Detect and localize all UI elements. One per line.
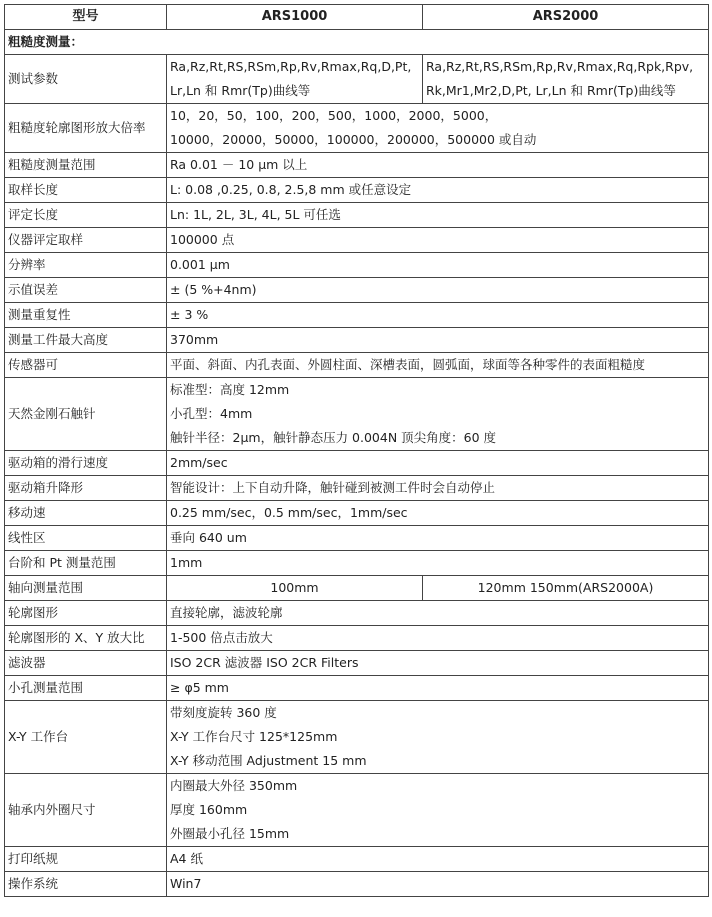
row-value bbox=[167, 253, 709, 278]
table-row bbox=[5, 476, 709, 501]
row-label: 测试参数 bbox=[5, 55, 167, 104]
value-line: 垂向 640 um bbox=[170, 530, 247, 545]
table-row bbox=[5, 203, 709, 228]
table-row bbox=[5, 104, 709, 153]
header-ars1000: ARS1000 bbox=[167, 5, 423, 30]
header-ars2000: ARS2000 bbox=[423, 5, 709, 30]
value-line: 直接轮廓，滤波轮廓 bbox=[170, 605, 283, 620]
table-row bbox=[5, 847, 709, 872]
row-label: 天然金刚石触针 bbox=[5, 378, 167, 451]
value-line: 标准型：高度 12mm bbox=[170, 382, 290, 397]
row-value bbox=[167, 676, 709, 701]
value-line: 0.001 μm bbox=[170, 257, 230, 272]
row-value bbox=[167, 651, 709, 676]
row-label: X-Y 工作台 bbox=[5, 701, 167, 774]
value-line: 内圈最大外径 350mm bbox=[170, 778, 298, 793]
value-line: Ra 0.01 － 10 μm 以上 bbox=[170, 157, 308, 172]
value-line: 智能设计：上下自动升降，触针碰到被测工件时会自动停止 bbox=[170, 480, 496, 495]
value-line: L: 0.08 ,0.25, 0.8, 2.5,8 mm 或任意设定 bbox=[170, 182, 412, 197]
table-row bbox=[5, 774, 709, 847]
row-value bbox=[167, 701, 709, 774]
row-label: 粗糙度测量范围 bbox=[5, 153, 167, 178]
row-value bbox=[167, 153, 709, 178]
table-row bbox=[5, 601, 709, 626]
row-label: 仪器评定取样 bbox=[5, 228, 167, 253]
table-row bbox=[5, 353, 709, 378]
value-line: 10000，20000，50000，100000，200000，500000 或自动 bbox=[170, 132, 537, 147]
value-line: 1-500 倍点击放大 bbox=[170, 630, 273, 645]
row-label: 评定长度 bbox=[5, 203, 167, 228]
row-value bbox=[167, 501, 709, 526]
ars2000-value: 120mm 150mm(ARS2000A) bbox=[423, 576, 709, 601]
value-line: ± (5 %+4nm) bbox=[170, 282, 257, 297]
row-label: 台阶和 Pt 测量范围 bbox=[5, 551, 167, 576]
value-line: 100000 点 bbox=[170, 232, 235, 247]
table-row bbox=[5, 153, 709, 178]
header-row bbox=[5, 5, 709, 30]
row-label: 轴承内外圈尺寸 bbox=[5, 774, 167, 847]
row-value bbox=[167, 774, 709, 847]
row-value bbox=[167, 847, 709, 872]
row-label: 传感器可 bbox=[5, 353, 167, 378]
table-row bbox=[5, 303, 709, 328]
row-value bbox=[167, 228, 709, 253]
row-label: 轮廓图形的 X、Y 放大比 bbox=[5, 626, 167, 651]
value-line: 2mm/sec bbox=[170, 455, 228, 470]
value-line: 370mm bbox=[170, 332, 219, 347]
table-row bbox=[5, 178, 709, 203]
value-line: Win7 bbox=[170, 876, 202, 891]
row-label: 轴向测量范围 bbox=[5, 576, 167, 601]
table-row bbox=[5, 551, 709, 576]
row-value bbox=[167, 526, 709, 551]
row-value bbox=[167, 378, 709, 451]
row-label: 打印纸规 bbox=[5, 847, 167, 872]
row-value bbox=[167, 203, 709, 228]
table-row bbox=[5, 451, 709, 476]
value-line: X-Y 工作台尺寸 125*125mm bbox=[170, 729, 338, 744]
row-label: 滤波器 bbox=[5, 651, 167, 676]
value-line: 10，20，50，100，200，500，1000，2000，5000， bbox=[170, 108, 498, 123]
ars1000-value bbox=[167, 55, 423, 104]
value-line: 0.25 mm/sec，0.5 mm/sec，1mm/sec bbox=[170, 505, 408, 520]
value-line: A4 纸 bbox=[170, 851, 203, 866]
ars2000-value bbox=[423, 55, 709, 104]
table-row bbox=[5, 328, 709, 353]
row-label: 测量工件最大高度 bbox=[5, 328, 167, 353]
value-line: Lr,Ln 和 Rmr(Tp)曲线等 bbox=[170, 83, 311, 98]
row-value bbox=[167, 303, 709, 328]
table-row bbox=[5, 676, 709, 701]
row-label: 移动速 bbox=[5, 501, 167, 526]
table-row bbox=[5, 651, 709, 676]
row-value bbox=[167, 328, 709, 353]
table-row bbox=[5, 526, 709, 551]
section-title: 粗糙度测量： bbox=[5, 30, 709, 55]
row-value bbox=[167, 178, 709, 203]
table-row bbox=[5, 576, 709, 601]
value-line: 触针半径：2μm，触针静态压力 0.004N 顶尖角度：60 度 bbox=[170, 430, 497, 445]
value-line: ISO 2CR 滤波器 ISO 2CR Filters bbox=[170, 655, 359, 670]
row-label: 取样长度 bbox=[5, 178, 167, 203]
value-line: X-Y 移动范围 Adjustment 15 mm bbox=[170, 753, 367, 768]
row-value bbox=[167, 278, 709, 303]
spec-table bbox=[4, 4, 709, 897]
value-line: 外圈最小孔径 15mm bbox=[170, 826, 290, 841]
section-row bbox=[5, 30, 709, 55]
row-label: 粗糙度轮廓图形放大倍率 bbox=[5, 104, 167, 153]
row-label: 线性区 bbox=[5, 526, 167, 551]
row-value bbox=[167, 104, 709, 153]
row-value bbox=[167, 872, 709, 897]
table-row bbox=[5, 626, 709, 651]
value-line: Ra,Rz,Rt,RS,RSm,Rp,Rv,Rmax,Rq,Rpk,Rpv, bbox=[426, 59, 694, 74]
row-value bbox=[167, 601, 709, 626]
value-line: ± 3 % bbox=[170, 307, 209, 322]
table-row bbox=[5, 701, 709, 774]
value-line: 1mm bbox=[170, 555, 203, 570]
table-row bbox=[5, 228, 709, 253]
table-row bbox=[5, 253, 709, 278]
row-value bbox=[167, 476, 709, 501]
value-line: Ra,Rz,Rt,RS,RSm,Rp,Rv,Rmax,Rq,D,Pt, bbox=[170, 59, 412, 74]
row-label: 驱动箱的滑行速度 bbox=[5, 451, 167, 476]
row-label: 驱动箱升降形 bbox=[5, 476, 167, 501]
row-value bbox=[167, 626, 709, 651]
value-line: Ln: 1L, 2L, 3L, 4L, 5L 可任选 bbox=[170, 207, 341, 222]
row-label: 小孔测量范围 bbox=[5, 676, 167, 701]
ars1000-value: 100mm bbox=[167, 576, 423, 601]
row-label: 测量重复性 bbox=[5, 303, 167, 328]
table-row bbox=[5, 278, 709, 303]
value-line: 平面、斜面、内孔表面、外圆柱面、深槽表面，圆弧面，球面等各种零件的表面粗糙度 bbox=[170, 357, 646, 372]
table-row bbox=[5, 378, 709, 451]
value-line: 厚度 160mm bbox=[170, 802, 248, 817]
value-line: 带刻度旋转 360 度 bbox=[170, 705, 277, 720]
header-model: 型号 bbox=[5, 5, 167, 30]
row-label: 操作系统 bbox=[5, 872, 167, 897]
row-value bbox=[167, 451, 709, 476]
row-label: 轮廓图形 bbox=[5, 601, 167, 626]
table-row bbox=[5, 501, 709, 526]
value-line: 小孔型：4mm bbox=[170, 406, 253, 421]
table-row bbox=[5, 872, 709, 897]
table-row bbox=[5, 55, 709, 104]
value-line: ≥ φ5 mm bbox=[170, 680, 229, 695]
row-label: 示值误差 bbox=[5, 278, 167, 303]
row-value bbox=[167, 353, 709, 378]
value-line: Rk,Mr1,Mr2,D,Pt, Lr,Ln 和 Rmr(Tp)曲线等 bbox=[426, 83, 676, 98]
row-value bbox=[167, 551, 709, 576]
row-label: 分辨率 bbox=[5, 253, 167, 278]
